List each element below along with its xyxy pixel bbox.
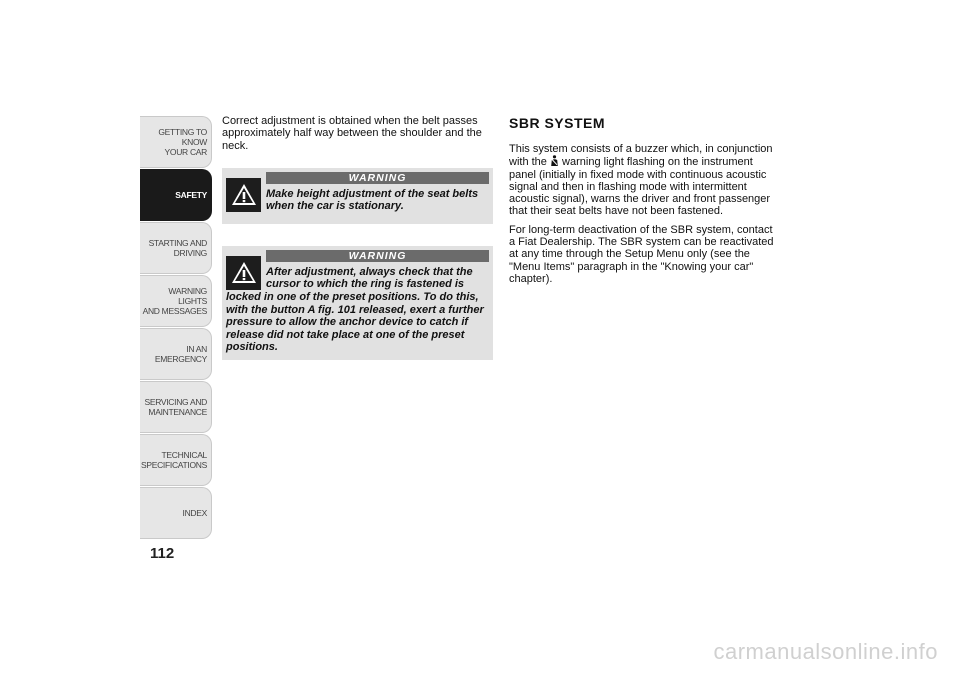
tab-label: SAFETY	[175, 190, 207, 200]
tab-in-an-emergency[interactable]	[140, 328, 212, 380]
tab-label: GETTING TO KNOW YOUR CAR	[158, 127, 207, 157]
warning-text: Make height adjustment of the seat belts when the car is stationary.	[266, 187, 479, 213]
tab-label: INDEX	[182, 508, 207, 518]
warning-title: WARNING	[266, 172, 489, 184]
warning-box-1	[222, 168, 493, 224]
warning-box-2	[222, 246, 493, 360]
tab-label: STARTING AND DRIVING	[148, 238, 207, 258]
tab-getting-to-know-your-car[interactable]	[140, 116, 212, 168]
warning-text-indented: After adjustment, always check that the cursor to which the ring is fastened is	[266, 265, 473, 291]
tab-index[interactable]	[140, 487, 212, 539]
sbr-paragraph-1	[509, 143, 781, 218]
warning-text-continued: locked in one of the preset positions. To do this, with the button A fig. 101 released, exert a further pressure to allow the anchor device to catch if release did not take place at one of the preset positions.	[226, 291, 484, 354]
tab-technical-specifications[interactable]	[140, 434, 212, 486]
sbr-paragraph-2: For long-term deactivation of the SBR system, contact a Fiat Dealership. The SBR system can be reactivated at any time through the Setup Menu only (see the "Menu Items" paragraph in the "Knowing your car" chapter).	[509, 223, 774, 285]
tab-label: IN AN EMERGENCY	[154, 344, 207, 364]
page-number: 112	[150, 545, 175, 562]
watermark: carmanualsonline.info	[713, 639, 938, 664]
tab-warning-lights-and-messages[interactable]	[140, 275, 212, 327]
sbr-text-end: warning light flashing on the instrument panel (initially in fixed mode with continuous acoustic signal and then in flashing mode with intermittent acoustic signal), warns the driver and front passenger that their seat belts have not been fastened.	[509, 156, 771, 218]
warning-triangle-icon	[226, 256, 261, 290]
sbr-text-start: This system consists of a buzzer which, in conjunction with the	[509, 143, 773, 169]
tab-label: WARNING LIGHTS AND MESSAGES	[142, 286, 207, 316]
tab-starting-and-driving[interactable]	[140, 222, 212, 274]
tab-servicing-and-maintenance[interactable]	[140, 381, 212, 433]
tab-label: SERVICING AND MAINTENANCE	[144, 397, 207, 417]
left-column	[222, 115, 493, 360]
right-column	[509, 115, 781, 291]
section-heading: SBR SYSTEM	[509, 115, 606, 131]
sidebar-tabs	[140, 116, 212, 540]
intro-paragraph: Correct adjustment is obtained when the belt passes approximately half way between the shoulder and the neck.	[222, 115, 482, 152]
warning-title: WARNING	[266, 250, 489, 262]
tab-safety[interactable]	[140, 169, 212, 221]
seatbelt-warning-icon	[550, 155, 559, 166]
warning-triangle-icon	[226, 178, 261, 212]
tab-label: TECHNICAL SPECIFICATIONS	[140, 450, 207, 470]
